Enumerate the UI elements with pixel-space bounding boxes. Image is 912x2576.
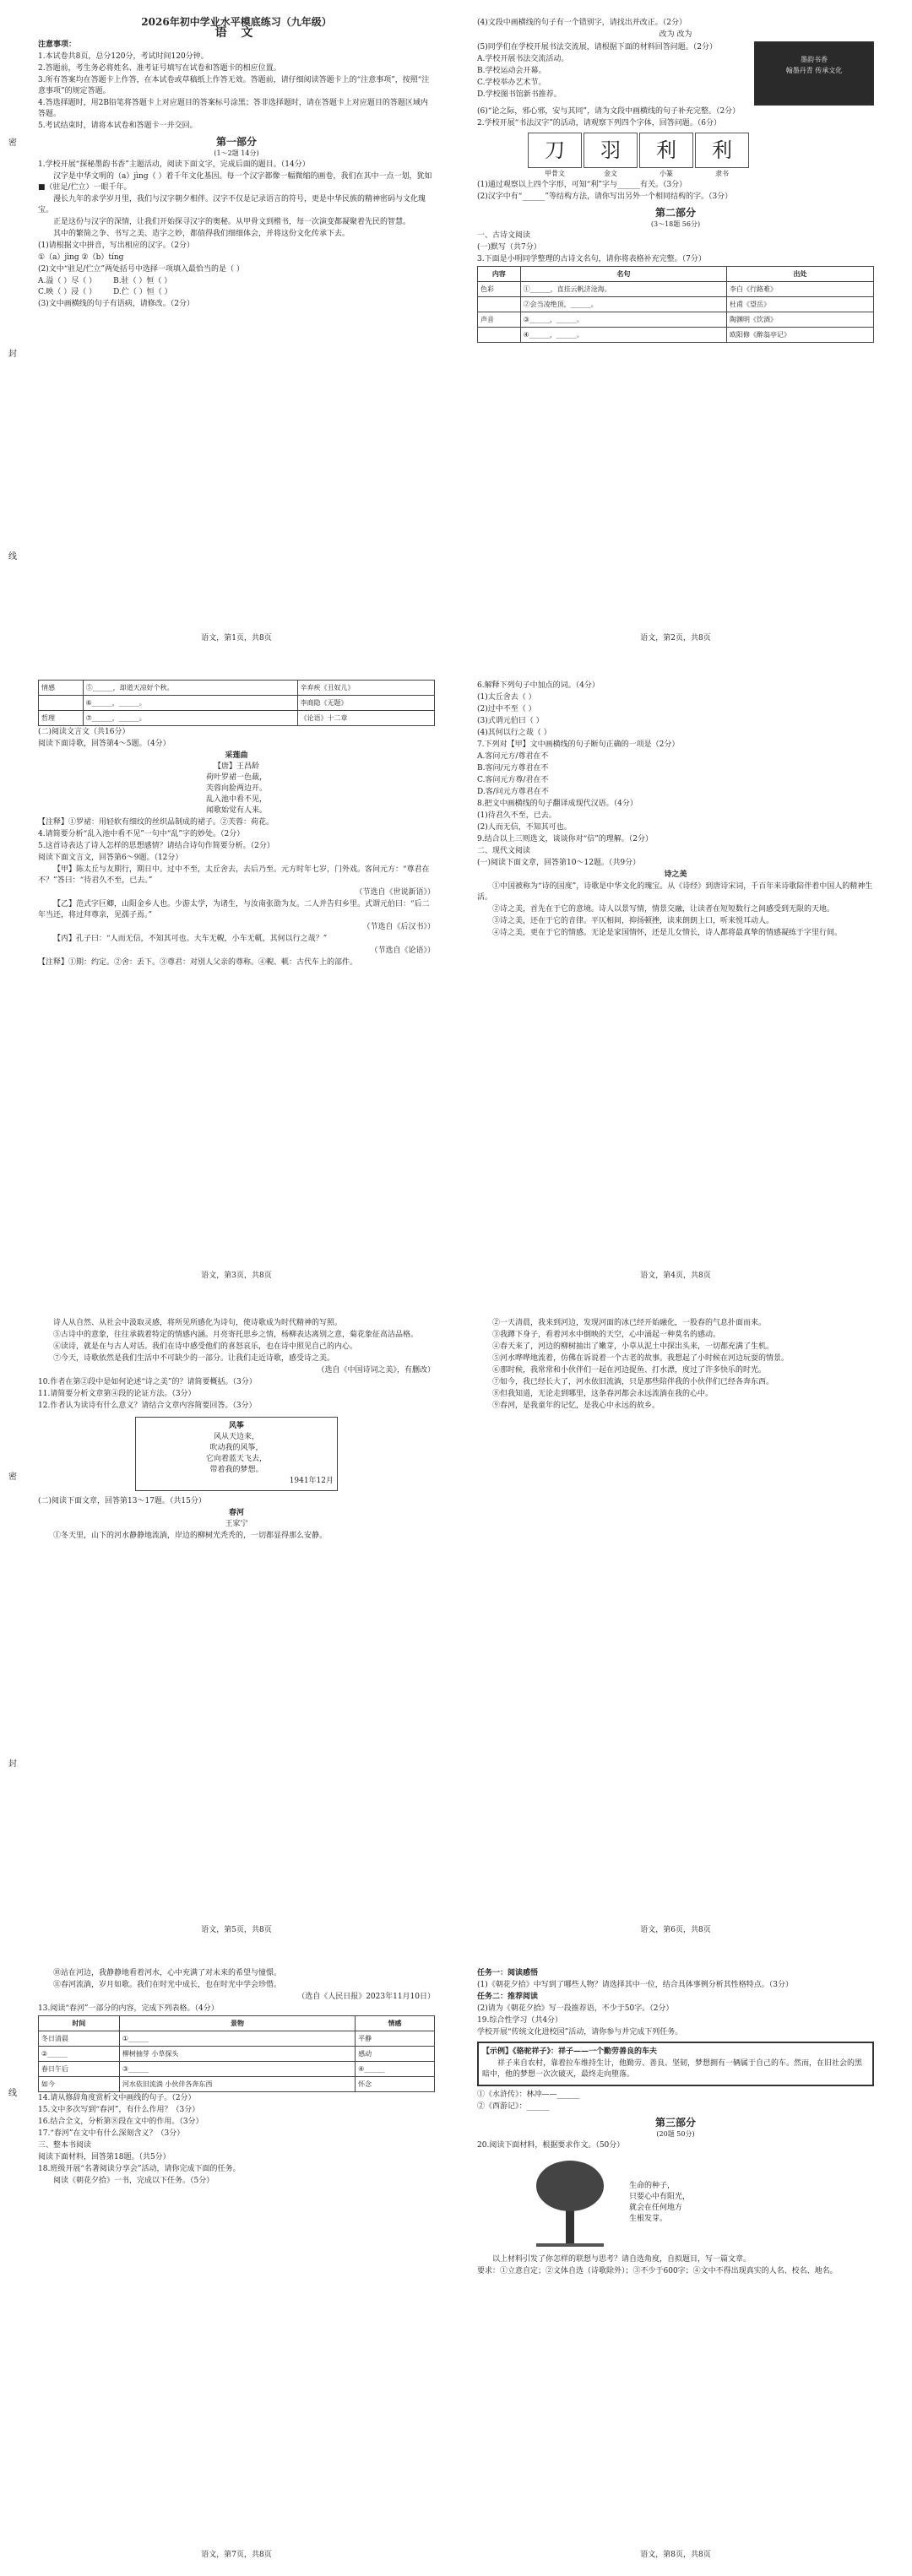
table-cell: ①______，直挂云帆济沧海。	[520, 282, 726, 297]
table-cell: 《论语》十二章	[297, 711, 434, 726]
page-7	[38, 1967, 435, 2559]
option-c: C.学校举办艺术节。	[477, 79, 546, 87]
ground	[536, 2243, 604, 2247]
table-cell: 李商隐《无题》	[297, 696, 434, 711]
sub-question: (5)同学们在学校开展书法交流展，请根据下面的材料回答问题。（2分）	[477, 43, 717, 52]
paragraph: ⑪春河流淌，岁月如歌。我们在时光中成长，也在时光中学会珍惜。	[53, 1981, 282, 1989]
question-text: 学校开展“传统文化进校园”活动，请你参与并完成下列任务。	[477, 2028, 683, 2036]
table-cell: ③______，______。	[520, 312, 726, 328]
tree-crown	[536, 2161, 604, 2211]
question-6: 6.解释下列句子中加点的词。（4分）	[477, 681, 600, 690]
exercise-item: ②《西游记》：______	[477, 2102, 550, 2111]
table-header: 内容	[478, 267, 521, 282]
section-subtitle: (二)阅读文言文（共16分）	[38, 728, 130, 736]
poem-table	[477, 266, 874, 343]
option-d: D.客/问元方尊君在不	[477, 788, 549, 796]
question-9: 9.结合以上三则选文，谈谈你对“信”的理解。（2分）	[477, 835, 654, 843]
notes-title: 注意事项：	[38, 41, 77, 49]
table-header: 出处	[727, 267, 874, 282]
paragraph: 阅读《朝花夕拾》一书，完成以下任务。（5分）	[53, 2177, 214, 2185]
option-a: A.客问元方/尊君在不	[477, 752, 549, 761]
question-8: 8.把文中画横线的句子翻译成现代汉语。（4分）	[477, 800, 638, 808]
paragraph: ⑩站在河边，我静静地看着河水，心中充满了对未来的希望与憧憬。	[53, 1969, 282, 1977]
table-cell: 辛弃疾《丑奴儿》	[297, 681, 434, 696]
page-2	[477, 17, 874, 643]
table-cell: 欧阳修《醉翁亭记》	[727, 328, 874, 343]
poem-line: 风从天边来，	[213, 1433, 259, 1441]
section-title: 二、现代文阅读	[477, 847, 531, 855]
table-cell	[478, 297, 521, 312]
table-header: 名句	[520, 267, 726, 282]
table-cell: 柳树抽芽 小草探头	[119, 2047, 355, 2062]
material-text: 生命的种子， 只要心中有阳光， 就会在任何地方 生根发芽。	[629, 2182, 691, 2223]
table-row	[478, 312, 874, 328]
question-4: 4.请简要分析“乱入池中看不见”一句中“乱”字的妙处。（2分）	[38, 830, 245, 838]
poem-note: 【注释】①罗裙：用轻软有细纹的丝织品制成的裙子。②芙蓉：荷花。	[38, 818, 274, 827]
question-12: 12.作者认为读诗有什么意义？请结合文章内容简要回答。（3分）	[38, 1402, 257, 1410]
table-cell: 河水依旧流淌 小伙伴各奔东西	[119, 2077, 355, 2092]
table-cell: 杜甫《望岳》	[727, 297, 874, 312]
pinyin-items: ①（a）jìng ②（b）tíng	[38, 253, 124, 262]
table-row	[39, 2077, 435, 2092]
glyph-caption: 隶书	[715, 170, 729, 177]
option-c: C.客问元方尊/君在不	[477, 776, 549, 784]
exam-title: 2026年初中学业水平模底练习（九年级）	[141, 16, 332, 28]
poem-line: 芙蓉向脸两边开。	[205, 784, 267, 793]
writing-prompt: 以上材料引发了你怎样的联想与思考？请自选角度，自拟题目，写一篇文章。	[492, 2255, 752, 2264]
question-10: 10.作者在第②段中是如何论述“诗之美”的？请简要概括。（3分）	[38, 1378, 257, 1386]
table-cell: ④______	[356, 2062, 435, 2077]
table-cell: 冬日清晨	[39, 2031, 120, 2047]
question-5: 5.这首诗表达了诗人怎样的思想感情？请结合诗句作简要分析。（2分）	[38, 842, 274, 850]
table-cell: ⑦______，______。	[83, 711, 297, 726]
table-header: 情感	[356, 2016, 435, 2031]
margin-label: 密	[8, 1472, 17, 1482]
poem-date: 1941年12月	[289, 1477, 334, 1485]
page-footer: 语文，第5页，共8页	[201, 1926, 272, 1934]
option-a: A.学校开展书法交流活动。	[477, 55, 569, 63]
sub-question: (2)文中“驻足/伫立”两处括号中选择一项填入最恰当的是（ ）	[38, 265, 244, 274]
sub-item: (2)过中不至（ ）	[477, 705, 536, 713]
part-subtitle: (1～2题 14分)	[214, 149, 259, 157]
poem-line: 吹动我的风筝，	[209, 1444, 263, 1452]
table-cell: ④______，______。	[520, 328, 726, 343]
question-intro: (二)阅读下面文章，回答第13～17题。（共15分）	[38, 1497, 206, 1505]
page-footer: 语文，第6页，共8页	[640, 1926, 711, 1934]
option-a: A.溢（ ）尽（ ）	[38, 277, 97, 285]
example-text: 祥子来自农村，靠着拉车维持生计，他勤劳、善良、坚韧，梦想拥有一辆属于自己的车。然而，在旧社会的黑暗中，他的梦想一次次破灭，最终走向堕落。	[482, 2059, 863, 2079]
poem-line: 荷叶罗裙一色裁，	[205, 773, 267, 782]
section-subtitle: (一)默写（共7分）	[477, 243, 541, 252]
sub-item: (1)待君久不至，已去。	[477, 811, 556, 820]
paragraph: ⑧但我知道，无论走到哪里，这条春河都会永远流淌在我的心中。	[492, 1390, 714, 1398]
page-4	[477, 680, 874, 1280]
table-cell: 色彩	[478, 282, 521, 297]
glyph-caption: 金文	[604, 170, 617, 177]
table-cell	[478, 328, 521, 343]
page-footer: 语文，第1页，共8页	[201, 634, 272, 643]
poem-line: 它向着蓝天飞去，	[205, 1455, 267, 1463]
task-text: (1)《朝花夕拾》中写到了哪些人物？请选择其中一位，结合具体事例分析其性格特点。（3分）	[477, 1981, 793, 1989]
paragraph: 汉字是中华文明的（a）jìng（ ）着千年文化基因。每一个汉字都像一幅微缩的画卷，我们在其中一点一划，犹如■（驻足/伫立）一眼千年。	[38, 172, 432, 192]
tree-illustration	[528, 2156, 612, 2249]
table-row	[39, 2031, 435, 2047]
page-footer: 语文，第4页，共8页	[640, 1272, 711, 1280]
paragraph: ④春天来了，河边的柳树抽出了嫩芽，小草从泥土中探出头来，一切都充满了生机。	[492, 1342, 774, 1351]
glyph-caption: 小篆	[660, 170, 673, 177]
table-cell: ⑤______，却道天凉好个秋。	[83, 681, 297, 696]
table-header: 景物	[119, 2016, 355, 2031]
option-b: B.客问/元方尊君在不	[477, 764, 549, 773]
part-subtitle: (20题 50分)	[656, 2130, 695, 2138]
question-17: 17.“春河”在文中有什么深刻含义？（3分）	[38, 2129, 185, 2138]
table-cell: 感动	[356, 2047, 435, 2062]
sub-item: (1)太丘舍去（ ）	[477, 693, 536, 702]
paragraph: 其中的繁简之争、书写之美、造字之妙，都值得我们细细体会，并将这份文化传承下去。	[53, 230, 350, 238]
poem-table-continued	[38, 680, 435, 726]
option-b: B.驻（ ）恒（ ）	[113, 277, 172, 285]
writing-rules: 要求：①立意自定；②文体自选（诗歌除外）；③不少于600字；④文中不得出现真实的人名、校名、地名。	[477, 2267, 838, 2275]
question-2: 2.学校开展“书法汉字”的活动，请观察下列四个字体，回答问题。（6分）	[477, 119, 722, 127]
poem-line: 乱入池中看不见，	[205, 795, 267, 804]
glyph-bronze: 羽	[584, 133, 638, 168]
poem-line: 带着我的梦想。	[209, 1466, 263, 1474]
exercise-item: ①《水浒传》：林冲——______	[477, 2091, 580, 2099]
page-6	[477, 1317, 874, 1934]
paragraph: ⑤古诗中的意象，往往承载着特定的情感内涵。月亮寄托思乡之情，杨柳表达离别之意，菊花象征高洁品格。	[53, 1331, 419, 1339]
option-d: D.学校图书馆新书推荐。	[477, 90, 562, 99]
option-d: D.伫（ ）恒（ ）	[113, 288, 172, 296]
sub-item: (3)式谓元伯曰（ ）	[477, 717, 544, 725]
text-a: 【甲】陈太丘与友期行，期日中。过中不至，太丘舍去，去后乃至。元方时年七岁，门外戏。客问元方：“尊君在不？”答曰：“待君久不至，已去。”	[38, 865, 430, 885]
question-3: 3.下面是小明同学整理的古诗文名句，请你将表格补充完整。（7分）	[477, 255, 706, 263]
task-title: 任务二：推荐阅读	[477, 1993, 539, 2001]
table-row	[39, 681, 435, 696]
page-1	[38, 16, 435, 643]
table-cell: ③______	[119, 2062, 355, 2077]
question-intro: 阅读下面文言文，回答第6～9题。（12分）	[38, 854, 183, 862]
question-1: 1.学校开展“探秘墨韵书香”主题活动，阅读下面文字，完成后面的题目。（14分）	[38, 160, 310, 169]
question-15: 15.文中多次写到“春河”，有什么作用？（3分）	[38, 2106, 200, 2114]
question-18: 18.班级开展“名著阅读分享会”活动，请你完成下面的任务。	[38, 2165, 241, 2173]
notes: 【注释】①期：约定。②舍：丢下。③尊君：对别人父亲的尊称。④輗、軏：古代车上的部件。	[38, 958, 358, 967]
page-8	[477, 1967, 874, 2559]
analysis-table	[38, 2015, 435, 2092]
answer-line: 改为 改为	[659, 30, 692, 39]
table-cell: 怀念	[356, 2077, 435, 2092]
example-title: 【示例】《骆驼祥子》：祥子——一个勤劳善良的车夫	[482, 2047, 658, 2056]
sub-question: (1)通过观察以上四个字形，可知“利”字与______有关。（3分）	[477, 181, 687, 189]
question-intro: 阅读下面诗歌，回答第4～5题。（4分）	[38, 740, 171, 748]
table-cell: 陶渊明《饮酒》	[727, 312, 874, 328]
option-b: B.学校运动会开幕。	[477, 67, 546, 75]
margin-label: 线	[8, 2089, 17, 2098]
table-row	[39, 696, 435, 711]
table-row	[478, 282, 874, 297]
page-footer: 语文，第8页，共8页	[640, 2551, 711, 2559]
article-title: 诗之美	[664, 870, 687, 879]
table-row	[39, 711, 435, 726]
table-row	[39, 2047, 435, 2062]
table-cell: 李白《行路难》	[727, 282, 874, 297]
poem-title: 采莲曲	[225, 751, 248, 760]
question-16: 16.结合全文，分析第⑧段在文中的作用。（3分）	[38, 2118, 204, 2126]
paragraph: ①中国被称为“诗的国度”，诗歌是中华文化的瑰宝。从《诗经》到唐诗宋词，千百年来诗歌陪伴着中国人的精神生活。	[477, 882, 873, 902]
article-title: 春河	[228, 1509, 244, 1517]
text-b: 【乙】范式字巨卿，山阳金乡人也。少游太学，为诸生，与汝南张劭为友。二人并告归乡里。式谓元伯曰：“后二年当还，将过拜尊亲，见孺子焉。”	[38, 900, 430, 919]
table-cell: ①______	[119, 2031, 355, 2047]
note-item: 2.答题前，考生务必将姓名、准考证号填写在试卷和答题卡的相应位置。	[38, 64, 281, 73]
source: （选自《人民日报》2023年11月10日）	[297, 1993, 435, 2001]
paragraph: 正是这份与汉字的深情，让我们开始探寻汉字的奥秘。从甲骨文到楷书，每一次演变都凝聚着先民的智慧。	[53, 218, 411, 226]
sub-question: (6)“论之际，邪心邪，安与其同”，请为文段中画横线的句子补充完整。（2分）	[477, 107, 741, 116]
source: （节选自《后汉书》）	[362, 923, 435, 931]
sub-question: (4)文段中画横线的句子有一个错别字，请找出并改正。（2分）	[477, 19, 687, 27]
task-title: 任务一：阅读感悟	[477, 1969, 539, 1977]
part-subtitle: (3～18题 56分)	[650, 220, 701, 228]
paragraph: ⑨春河，是我童年的记忆，是我心中永远的故乡。	[492, 1402, 660, 1410]
poem-author: 【唐】王昌龄	[213, 762, 259, 771]
margin-label: 密	[8, 138, 17, 148]
paragraph: ③诗之美，还在于它的音律。平仄相间，抑扬顿挫，读来朗朗上口，听来悦耳动人。	[492, 917, 774, 925]
margin-label: 封	[8, 350, 17, 359]
paragraph: ⑦今天，诗歌依然是我们生活中不可缺少的一部分。让我们走近诗歌，感受诗之美。	[53, 1354, 335, 1363]
calligraphy-plaque-image: 墨韵书香 翰墨丹青 传承文化	[754, 41, 874, 106]
table-header: 时间	[39, 2016, 120, 2031]
poem-box-title: 风筝	[228, 1422, 244, 1430]
question-20: 20.阅读下面材料，根据要求作文。（50分）	[477, 2141, 625, 2150]
question-14: 14.请从修辞角度赏析文中画线的句子。（2分）	[38, 2094, 196, 2102]
poem-box	[135, 1417, 338, 1491]
example-box	[477, 2042, 874, 2086]
part-title: 第二部分	[654, 207, 696, 219]
paragraph: ②诗之美，首先在于它的意境。诗人以景写情，情景交融，让读者在短短数行之间感受到无限的天地。	[492, 905, 835, 914]
source: （节选自《世说新语》）	[355, 888, 435, 897]
poem-line: 闻歌始觉有人来。	[205, 806, 267, 815]
question-11: 11.请简要分析文章第④段的论证方法。（3分）	[38, 1390, 196, 1398]
paragraph: ⑦如今，我已经长大了，河水依旧流淌，只是那些陪伴我的小伙伴们已经各奔东西。	[492, 1378, 774, 1386]
table-cell	[39, 696, 84, 711]
table-cell: 声音	[478, 312, 521, 328]
section-title: 三、整本书阅读	[38, 2141, 92, 2150]
paragraph: 漫长九年的求学岁月里，我们与汉字朝夕相伴。汉字不仅是记录语言的符号，更是中华民族的精神密码与文化瑰宝。	[38, 195, 426, 214]
margin-label: 封	[8, 1760, 17, 1769]
glyph-seal: 利	[639, 133, 693, 168]
article-author: 王家宁	[225, 1520, 248, 1528]
page-5	[38, 1317, 435, 1934]
page-3	[38, 680, 435, 1280]
subject-title: 语 文	[214, 26, 258, 40]
paragraph: 诗人从自然、从社会中汲取灵感，将所见所感化为诗句，使诗歌成为时代精神的写照。	[53, 1319, 343, 1327]
part-title: 第三部分	[654, 2117, 696, 2129]
table-cell: 哲理	[39, 711, 84, 726]
paragraph: ④诗之美，更在于它的情感。无论是家国情怀，还是儿女情长，诗人都将最真挚的情感凝练于字里行间。	[492, 929, 843, 937]
glyph-oracle: 刀	[528, 133, 582, 168]
table-cell: 如今	[39, 2077, 120, 2092]
sub-question: (1)请根据文中拼音，写出相应的汉字。（2分）	[38, 241, 194, 250]
paragraph: ⑤河水哗哗地流着，仿佛在诉说着一个古老的故事。我想起了小时候在河边玩耍的情景。	[492, 1354, 790, 1363]
glyph-clerical: 利	[695, 133, 749, 168]
margin-label: 线	[8, 552, 17, 561]
page-footer: 语文，第2页，共8页	[640, 634, 711, 643]
table-cell: ②______	[39, 2047, 120, 2062]
part-title: 第一部分	[215, 136, 257, 148]
sub-question: (2)汉字中有“______”等结构方法，请你写出另外一个相同结构的字。（3分）	[477, 193, 733, 201]
glyph-caption: 甲骨文	[545, 170, 565, 177]
table-cell: ⑥______，______。	[83, 696, 297, 711]
table-cell: 平静	[356, 2031, 435, 2047]
question-intro: 阅读下面材料，回答第18题。（共5分）	[38, 2153, 171, 2161]
table-row	[39, 2062, 435, 2077]
task-text: (2)请为《朝花夕拾》写一段推荐语，不少于50字。（2分）	[477, 2004, 674, 2013]
note-item: 5.考试结束时，请将本试卷和答题卡一并交回。	[38, 122, 198, 130]
note-item: 3.所有答案均在答题卡上作答，在本试卷或草稿纸上作答无效。答题前，请仔细阅读答题卡上的“注意事项”，按照“注意事项”的规定答题。	[38, 76, 430, 95]
note-item: 1.本试卷共8页，总分120分，考试时间120分钟。	[38, 52, 209, 61]
table-cell: 情感	[39, 681, 84, 696]
option-c: C.映（ ）浸（ ）	[38, 288, 97, 296]
table-cell: ②会当凌绝顶，______。	[520, 297, 726, 312]
paragraph: ⑥读诗，就是在与古人对话。我们在诗中感受他们的喜怒哀乐，也在诗中照见自己的内心。	[53, 1342, 358, 1351]
source: （选自《中国诗词之美》，有删改）	[317, 1366, 435, 1375]
question-13: 13.阅读“春河”一部分的内容，完成下列表格。（4分）	[38, 2004, 219, 2013]
table-cell: 春日午后	[39, 2062, 120, 2077]
question-19: 19.综合性学习（共4分）	[477, 2016, 563, 2025]
sub-question: (3)文中画横线的句子有语病，请修改。（2分）	[38, 300, 194, 308]
question-7: 7.下列对【甲】文中画横线的句子断句正确的一项是（2分）	[477, 740, 680, 749]
paragraph: ②一天清晨，我来到河边，发现河面的冰已经开始融化，一股春的气息扑面而来。	[492, 1319, 767, 1327]
note-item: 4.答选择题时，用2B铅笔将答题卡上对应题目的答案标号涂黑；答非选择题时，请在答题卡上对应题目的答题区域内答题。	[38, 99, 428, 118]
paragraph: ③我蹲下身子，看着河水中倒映的天空，心中涌起一种莫名的感动。	[492, 1331, 721, 1339]
page-footer: 语文，第3页，共8页	[201, 1272, 272, 1280]
table-row	[478, 328, 874, 343]
section-title: 一、古诗文阅读	[477, 231, 531, 240]
table-row	[478, 297, 874, 312]
source: （节选自《论语》）	[370, 946, 435, 955]
paragraph: ⑥那时候，我常常和小伙伴们一起在河边捉鱼、打水漂，度过了许多快乐的时光。	[492, 1366, 767, 1375]
question-intro: (一)阅读下面文章，回答第10～12题。（共9分）	[477, 859, 641, 867]
page-footer: 语文，第7页，共8页	[201, 2551, 272, 2559]
paragraph: ①冬天里，山下的河水静静地流淌，岸边的柳树光秃秃的，一切都显得那么安静。	[53, 1532, 328, 1540]
sub-item: (4)其何以行之哉（ ）	[477, 729, 551, 737]
text-c: 【丙】孔子曰：“人而无信，不知其可也。大车无輗，小车无軏，其何以行之哉？”	[53, 935, 328, 943]
sub-item: (2)人而无信，不知其可也。	[477, 823, 572, 832]
